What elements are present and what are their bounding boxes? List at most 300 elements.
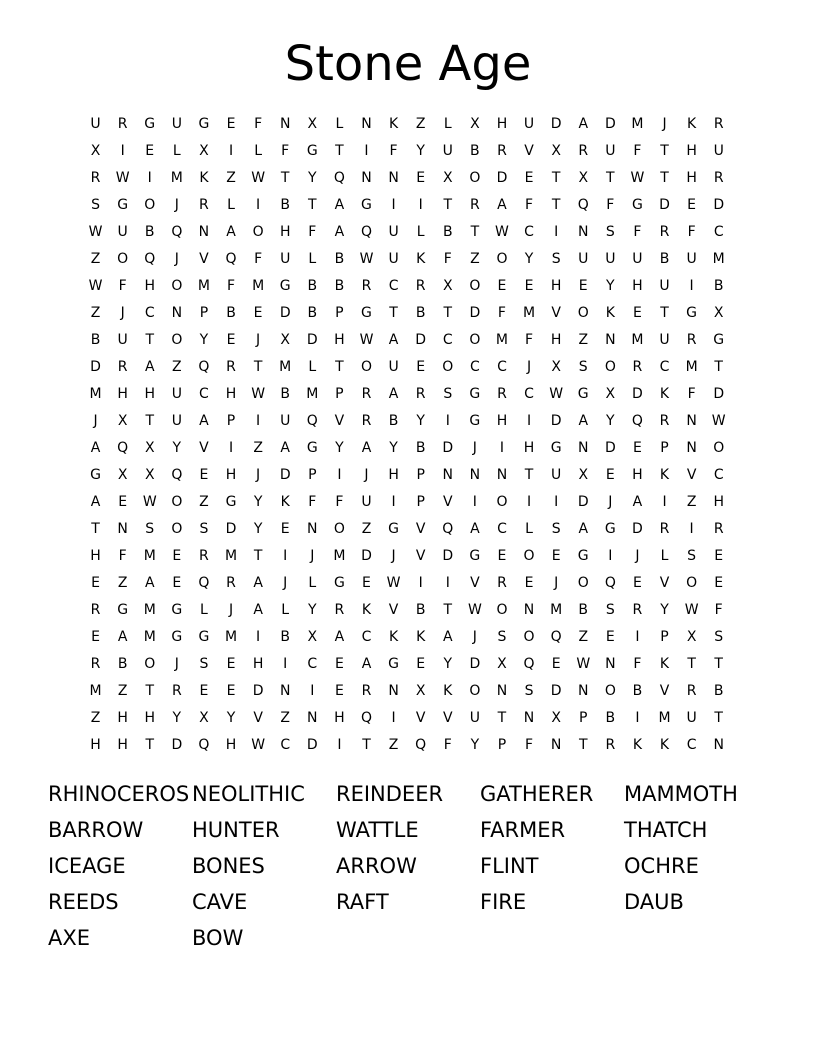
grid-letter: N (713, 737, 724, 753)
grid-letter: H (496, 116, 508, 132)
grid-letter: G (388, 521, 399, 537)
grid-letter: S (551, 251, 561, 267)
grid-letter: U (713, 143, 724, 159)
grid-letter: N (279, 116, 291, 132)
grid-letter: B (280, 386, 290, 402)
grid-letter: P (416, 494, 425, 510)
grid-letter: E (362, 575, 371, 591)
grid-letter: I (228, 440, 234, 456)
grid-letter: N (605, 656, 616, 672)
grid-row (82, 570, 732, 597)
grid-letter: I (526, 413, 532, 429)
grid-letter: M (170, 170, 183, 186)
grid-letter: D (442, 548, 454, 564)
grid-letter: V (415, 521, 426, 537)
grid-letter: I (228, 143, 234, 159)
grid-letter: T (253, 359, 263, 375)
grid-letter: Q (415, 737, 427, 753)
grid-row (82, 462, 732, 489)
word-bank-item: OCHRE (624, 854, 699, 878)
grid-letter: A (253, 602, 263, 618)
grid-letter: T (660, 305, 669, 321)
grid-letter: K (659, 386, 670, 402)
grid-row (82, 219, 732, 246)
grid-letter: T (470, 224, 480, 240)
grid-letter: Q (144, 251, 156, 267)
grid-letter: T (389, 305, 398, 321)
grid-letter: D (604, 116, 616, 132)
grid-letter: B (226, 305, 236, 321)
word-bank (48, 776, 768, 956)
grid-letter: W (711, 413, 726, 429)
grid-letter: H (279, 224, 291, 240)
grid-letter: O (577, 575, 589, 591)
grid-letter: O (117, 251, 129, 267)
grid-letter: M (197, 278, 210, 294)
grid-letter: F (633, 143, 642, 159)
grid-letter: Y (308, 602, 317, 618)
grid-letter: P (660, 440, 669, 456)
grid-letter: I (554, 494, 559, 510)
grid-letter: E (172, 575, 182, 591)
grid-letter: H (144, 278, 155, 294)
grid-letter: X (470, 116, 480, 132)
grid-letter: G (198, 629, 210, 645)
grid-letter: R (361, 386, 372, 402)
grid-letter: S (714, 629, 724, 645)
grid-letter: Y (308, 170, 317, 186)
word-bank-item: ICEAGE (48, 854, 126, 878)
grid-letter: O (360, 359, 372, 375)
grid-letter: G (469, 413, 481, 429)
grid-letter: O (496, 494, 508, 510)
grid-letter: J (283, 575, 288, 591)
grid-letter: Y (253, 494, 263, 510)
grid-letter: G (686, 305, 698, 321)
grid-letter: U (171, 413, 182, 429)
grid-letter: N (577, 683, 589, 699)
grid-row (82, 705, 732, 732)
grid-letter: R (686, 332, 697, 348)
grid-letter: L (254, 143, 263, 159)
grid-letter: T (308, 197, 317, 213)
grid-row (82, 489, 732, 516)
grid-letter: H (225, 467, 237, 483)
word-bank-item: FLINT (480, 854, 539, 878)
grid-letter: G (713, 332, 725, 348)
grid-letter: G (469, 548, 481, 564)
grid-letter: F (525, 197, 534, 213)
grid-letter: M (89, 386, 102, 402)
grid-letter: J (174, 656, 179, 672)
grid-letter: E (687, 197, 697, 213)
grid-letter: Q (577, 197, 589, 213)
grid-letter: Y (416, 413, 425, 429)
grid-letter: X (117, 467, 128, 483)
grid-letter: O (333, 521, 345, 537)
grid-letter: G (171, 629, 183, 645)
grid-letter: I (120, 143, 125, 159)
grid-letter: X (307, 629, 318, 645)
grid-letter: Q (604, 575, 616, 591)
grid-letter: L (172, 143, 181, 159)
grid-letter: Z (686, 494, 697, 510)
grid-letter: N (361, 116, 372, 132)
grid-letter: U (117, 224, 128, 240)
grid-letter: T (497, 710, 507, 726)
grid-letter: T (578, 737, 588, 753)
grid-letter: T (145, 683, 155, 699)
grid-letter: T (660, 143, 669, 159)
grid-letter: A (144, 575, 155, 591)
grid-letter: E (497, 548, 507, 564)
grid-letter: K (659, 656, 670, 672)
grid-letter: T (551, 170, 561, 186)
grid-letter: O (496, 251, 508, 267)
grid-letter: U (280, 413, 291, 429)
grid-letter: U (469, 710, 480, 726)
grid-letter: M (143, 602, 156, 618)
word-bank-item: FARMER (480, 818, 566, 842)
grid-letter: R (713, 521, 724, 537)
grid-letter: F (606, 197, 615, 213)
grid-letter: D (469, 656, 481, 672)
grid-letter: D (550, 116, 562, 132)
grid-letter: D (279, 467, 291, 483)
grid-letter: N (307, 710, 318, 726)
grid-letter: G (577, 386, 589, 402)
grid-letter: S (605, 602, 615, 618)
grid-letter: I (445, 575, 450, 591)
grid-letter: O (171, 332, 183, 348)
grid-letter: F (525, 332, 534, 348)
grid-letter: D (713, 197, 725, 213)
grid-letter: Z (117, 683, 128, 699)
grid-letter: I (418, 575, 423, 591)
grid-letter: V (659, 683, 670, 699)
grid-letter: J (391, 548, 396, 564)
grid-letter: H (252, 656, 264, 672)
grid-letter: O (469, 332, 481, 348)
grid-letter: F (118, 548, 127, 564)
grid-letter: G (469, 386, 481, 402)
grid-letter: X (686, 629, 697, 645)
grid-letter: V (415, 710, 426, 726)
grid-letter: F (443, 251, 452, 267)
grid-row (82, 111, 732, 138)
grid-letter: U (659, 278, 670, 294)
grid-letter: O (171, 494, 183, 510)
grid-letter: X (551, 359, 561, 375)
grid-letter: A (497, 197, 507, 213)
grid-letter: B (280, 629, 290, 645)
grid-letter: Y (606, 278, 615, 294)
grid-letter: R (713, 116, 724, 132)
grid-letter: S (443, 386, 453, 402)
grid-letter: Q (442, 521, 454, 537)
grid-letter: A (578, 413, 589, 429)
grid-letter: E (416, 170, 426, 186)
grid-letter: E (226, 683, 236, 699)
grid-letter: M (89, 683, 102, 699)
grid-letter: H (117, 386, 128, 402)
grid-letter: F (714, 602, 723, 618)
grid-letter: M (279, 359, 292, 375)
grid-letter: R (117, 359, 128, 375)
grid-letter: E (199, 683, 209, 699)
grid-letter: V (659, 575, 670, 591)
grid-letter: X (144, 467, 155, 483)
grid-letter: R (497, 575, 507, 591)
grid-letter: I (608, 548, 613, 564)
grid-letter: B (415, 602, 426, 618)
grid-row (82, 165, 732, 192)
grid-letter: F (525, 737, 534, 753)
grid-letter: B (470, 143, 480, 159)
grid-letter: U (686, 251, 697, 267)
grid-letter: P (497, 737, 507, 753)
grid-letter: A (199, 413, 209, 429)
grid-letter: Y (172, 440, 182, 456)
grid-letter: I (554, 224, 559, 240)
grid-letter: U (578, 251, 589, 267)
grid-letter: I (337, 737, 342, 753)
grid-letter: G (361, 305, 372, 321)
grid-letter: R (469, 197, 480, 213)
grid-letter: B (307, 278, 318, 294)
grid-letter: B (605, 710, 616, 726)
grid-letter: Y (416, 143, 425, 159)
grid-letter: D (306, 737, 318, 753)
grid-letter: B (415, 305, 426, 321)
grid-letter: C (659, 359, 670, 375)
grid-letter: Y (606, 413, 615, 429)
grid-letter: D (632, 521, 643, 537)
word-bank-item: MAMMOTH (624, 782, 738, 806)
grid-letter: B (117, 656, 128, 672)
grid-letter: D (361, 548, 372, 564)
grid-letter: D (252, 683, 264, 699)
grid-letter: B (280, 197, 290, 213)
grid-letter: H (144, 386, 155, 402)
grid-letter: E (524, 575, 534, 591)
grid-letter: Q (550, 629, 562, 645)
grid-letter: R (632, 602, 643, 618)
grid-letter: L (443, 116, 452, 132)
grid-letter: E (416, 656, 426, 672)
grid-letter: A (361, 656, 372, 672)
grid-letter: O (469, 170, 481, 186)
grid-letter: J (310, 548, 315, 564)
grid-letter: X (713, 305, 724, 321)
grid-letter: F (389, 143, 398, 159)
grid-letter: I (283, 656, 288, 672)
grid-letter: C (686, 737, 697, 753)
grid-letter: W (467, 602, 482, 618)
grid-letter: A (361, 440, 372, 456)
grid-letter: G (388, 656, 399, 672)
grid-letter: K (361, 602, 372, 618)
grid-letter: Z (470, 251, 480, 267)
grid-letter: Z (388, 737, 399, 753)
grid-letter: E (632, 575, 642, 591)
grid-letter: V (388, 602, 399, 618)
grid-letter: P (308, 467, 317, 483)
grid-letter: W (115, 170, 130, 186)
grid-letter: V (442, 710, 453, 726)
grid-letter: R (90, 656, 101, 672)
grid-letter: G (90, 467, 101, 483)
grid-letter: C (713, 467, 724, 483)
grid-letter: O (171, 278, 183, 294)
grid-letter: X (442, 170, 453, 186)
grid-letter: H (686, 143, 697, 159)
grid-letter: S (687, 548, 697, 564)
grid-letter: S (578, 359, 588, 375)
grid-letter: U (90, 116, 101, 132)
grid-letter: R (659, 224, 670, 240)
grid-letter: T (145, 332, 155, 348)
grid-row (82, 597, 732, 624)
grid-letter: L (525, 521, 533, 537)
grid-letter: U (171, 386, 182, 402)
grid-letter: Z (253, 440, 263, 456)
grid-letter: K (388, 629, 399, 645)
grid-letter: W (386, 575, 401, 591)
grid-letter: E (605, 467, 615, 483)
grid-letter: W (251, 170, 266, 186)
grid-letter: M (523, 305, 536, 321)
grid-letter: R (199, 197, 209, 213)
grid-letter: Z (415, 116, 426, 132)
grid-row (82, 516, 732, 543)
grid-letter: D (577, 494, 589, 510)
grid-letter: D (604, 440, 616, 456)
grid-letter: X (199, 710, 209, 726)
grid-row (82, 327, 732, 354)
grid-letter: L (227, 197, 235, 213)
grid-letter: K (416, 629, 426, 645)
grid-letter: F (687, 386, 696, 402)
grid-letter: U (280, 251, 291, 267)
grid-row (82, 138, 732, 165)
grid-letter: I (635, 710, 640, 726)
grid-letter: B (659, 251, 670, 267)
grid-letter: V (199, 251, 209, 267)
grid-letter: J (662, 116, 667, 132)
grid-letter: Y (199, 332, 209, 348)
grid-letter: Z (117, 575, 128, 591)
grid-letter: W (251, 386, 266, 402)
grid-letter: X (90, 143, 101, 159)
grid-letter: X (307, 116, 318, 132)
grid-letter: D (469, 305, 481, 321)
grid-letter: G (577, 548, 589, 564)
grid-letter: E (714, 575, 724, 591)
grid-letter: N (388, 683, 399, 699)
grid-letter: Z (172, 359, 182, 375)
grid-letter: N (496, 467, 508, 483)
grid-letter: E (551, 656, 561, 672)
grid-row (82, 246, 732, 273)
grid-letter: O (144, 656, 156, 672)
grid-letter: F (497, 305, 506, 321)
grid-letter: T (280, 170, 290, 186)
grid-letter: Y (470, 737, 480, 753)
letter-grid (82, 111, 732, 759)
grid-letter: H (117, 710, 128, 726)
grid-letter: D (279, 305, 291, 321)
grid-letter: H (334, 332, 345, 348)
grid-row (82, 273, 732, 300)
grid-letter: S (145, 521, 155, 537)
grid-letter: R (605, 737, 616, 753)
grid-letter: N (577, 224, 589, 240)
grid-letter: T (443, 602, 453, 618)
grid-letter: T (335, 359, 344, 375)
grid-letter: R (415, 386, 426, 402)
grid-letter: E (334, 656, 344, 672)
grid-letter: P (335, 386, 344, 402)
grid-letter: J (256, 332, 261, 348)
grid-letter: T (551, 197, 561, 213)
grid-letter: T (443, 305, 453, 321)
grid-letter: M (224, 629, 238, 645)
word-bank-item: GATHERER (480, 782, 594, 806)
grid-letter: W (142, 494, 157, 510)
grid-letter: R (171, 683, 182, 699)
grid-letter: C (524, 386, 534, 402)
grid-letter: A (253, 575, 263, 591)
grid-letter: K (280, 494, 290, 510)
grid-letter: Q (198, 737, 210, 753)
grid-letter: C (469, 359, 480, 375)
grid-letter: C (361, 629, 372, 645)
grid-letter: F (633, 224, 642, 240)
grid-letter: M (712, 251, 725, 267)
grid-letter: R (361, 278, 372, 294)
grid-letter: V (334, 413, 345, 429)
word-bank-item: CAVE (192, 890, 248, 914)
grid-letter: N (577, 440, 589, 456)
grid-letter: D (550, 683, 562, 699)
grid-letter: V (686, 467, 697, 483)
grid-letter: J (120, 305, 125, 321)
grid-letter: Q (171, 467, 183, 483)
grid-letter: G (306, 143, 318, 159)
grid-letter: U (523, 116, 535, 132)
page-title: Stone Age (284, 36, 532, 92)
grid-letter: G (306, 440, 318, 456)
grid-letter: B (713, 278, 724, 294)
grid-letter: W (88, 224, 103, 240)
grid-letter: H (523, 440, 535, 456)
grid-letter: N (388, 170, 399, 186)
grid-letter: R (117, 116, 128, 132)
grid-letter: K (443, 683, 453, 699)
grid-letter: I (472, 494, 477, 510)
grid-letter: S (497, 629, 507, 645)
grid-letter: U (171, 116, 182, 132)
grid-row (82, 732, 732, 759)
grid-letter: K (388, 116, 399, 132)
grid-letter: V (199, 440, 209, 456)
grid-letter: W (630, 170, 645, 186)
grid-letter: H (632, 278, 643, 294)
grid-letter: S (199, 656, 209, 672)
grid-letter: O (523, 629, 535, 645)
grid-letter: J (93, 413, 98, 429)
